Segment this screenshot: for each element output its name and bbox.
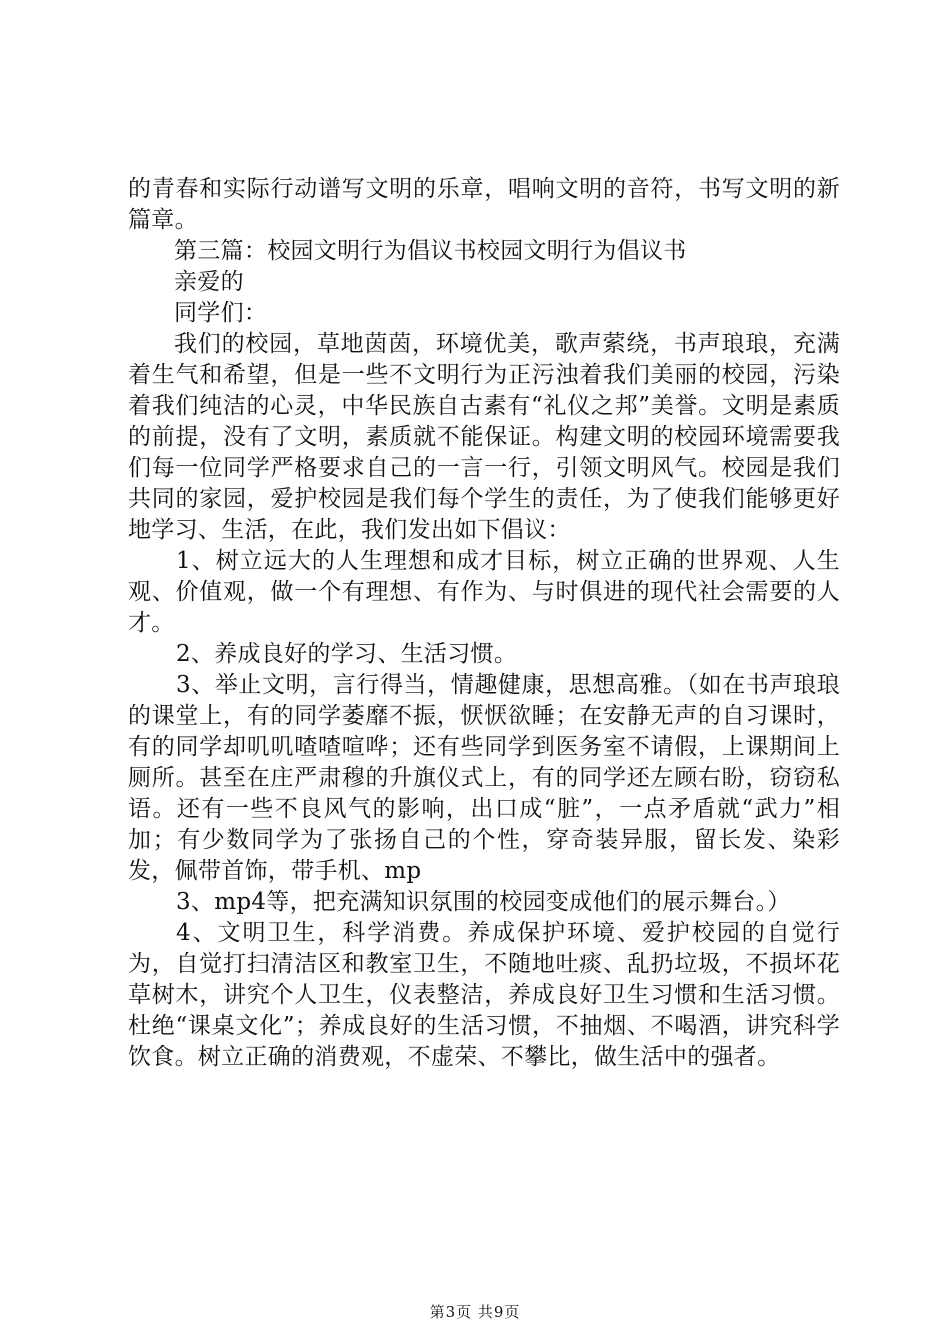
paragraph-item-4: 4、文明卫生，科学消费。养成保护环境、爱护校园的自觉行为，自觉打扫清洁区和教室卫生，不随地吐痰、乱扔垃圾，不损坏花草树木，讲究个人卫生，仪表整洁，养成良好卫生习惯和生活习惯。杜绝“课桌文化”；养成良好的生活习惯，不抽烟、不喝酒，讲究科学饮食。树立正确的消费观，不虚荣、不攀比，做生活中的强者。 xyxy=(128,920,840,1070)
paragraph-item-1: 1、树立远大的人生理想和成才目标，树立正确的世界观、人生观、价值观，做一个有理想、有作为、与时俱进的现代社会需要的人才。 xyxy=(128,548,840,636)
page-number-footer: 第3页 共9页 xyxy=(429,1303,521,1321)
salutation-line-2: 同学们： xyxy=(174,300,268,326)
paragraph-item-3: 3、举止文明，言行得当，情趣健康，思想高雅。（如在书声琅琅的课堂上，有的同学萎靡不振，恹恹欲睡；在安静无声的自习课时，有的同学却叽叽喳喳喧哗；还有些同学到医务室不请假，上课期间上厕所。甚至在庄严肃穆的升旗仪式上，有的同学还左顾右盼，窃窃私语。还有一些不良风气的影响，出口成“脏”，一点矛盾就“武力”相加；有少数同学为了张扬自己的个性，穿奇装异服，留长发、染彩发，佩带首饰，带手机、mp xyxy=(128,672,840,884)
document-body xyxy=(128,174,840,1073)
paragraph-intro: 我们的校园，草地茵茵，环境优美，歌声萦绕，书声琅琅，充满着生气和希望，但是一些不文明行为正污浊着我们美丽的校园，污染着我们纯洁的心灵，中华民族自古素有“礼仪之邦”美誉。文明是素质的前提，没有了文明，素质就不能保证。构建文明的校园环境需要我们每一位同学严格要求自己的一言一行，引领文明风气。校园是我们共同的家园，爱护校园是我们每个学生的责任，为了使我们能够更好地学习、生活，在此，我们发出如下倡议： xyxy=(128,331,840,543)
paragraph-item-2: 2、养成良好的学习、生活习惯。 xyxy=(176,641,518,667)
paragraph-item-3-continued: 3、mp4等，把充满知识氛围的校园变成他们的展示舞台。） xyxy=(176,889,791,915)
section-heading: 第三篇：校园文明行为倡议书校园文明行为倡议书 xyxy=(174,238,687,264)
paragraph-continuation: 的青春和实际行动谱写文明的乐章，唱响文明的音符，书写文明的新篇章。 xyxy=(128,176,840,233)
salutation-line-1: 亲爱的 xyxy=(174,269,244,295)
